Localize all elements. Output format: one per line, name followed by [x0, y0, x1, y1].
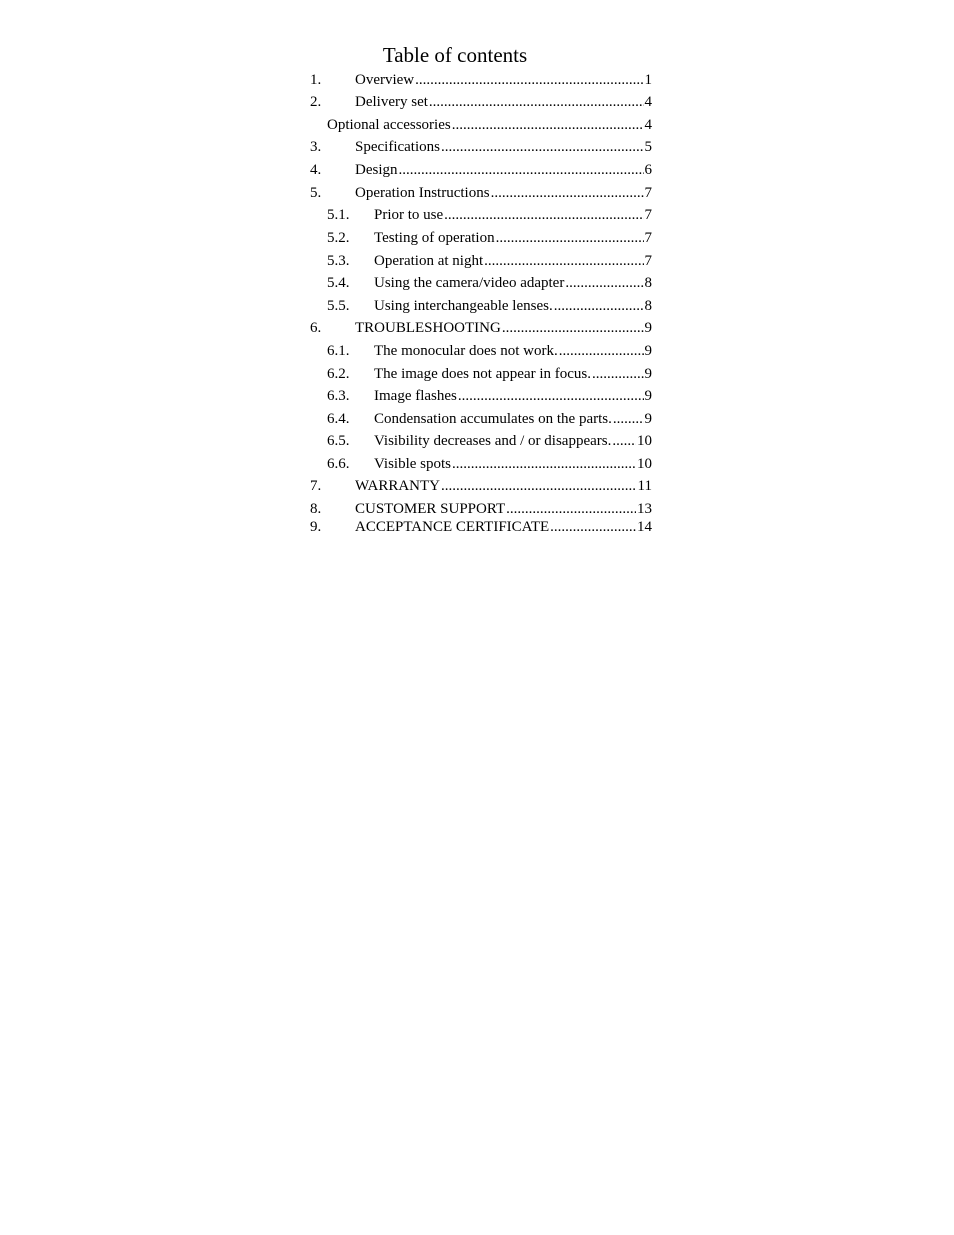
toc-entry-line [355, 70, 652, 90]
toc-entry-page: 9 [644, 343, 652, 359]
toc-entry-label: CUSTOMER SUPPORT [355, 501, 506, 517]
toc-entry-label: The monocular does not work. [374, 343, 558, 359]
dot-leader [612, 431, 636, 451]
toc-entry-line [355, 476, 652, 496]
toc-entry[interactable] [310, 115, 652, 135]
toc-entry-label: Operation at night [374, 253, 484, 269]
toc-entry-number: 5. [310, 185, 322, 201]
toc-entry[interactable] [310, 386, 652, 406]
toc-entry-number: 5.5. [327, 298, 350, 314]
toc-entry-line [374, 273, 652, 293]
dot-leader [506, 499, 636, 519]
dot-leader [441, 137, 644, 157]
toc-entry-label: Using interchangeable lenses. [374, 298, 553, 314]
toc-entry-page: 10 [637, 433, 652, 449]
toc-entry[interactable] [310, 92, 652, 112]
dot-leader [452, 115, 644, 135]
toc-entry-line [355, 499, 652, 519]
toc-entry-line [355, 517, 652, 537]
toc-entry-page: 7 [644, 207, 652, 223]
toc-entry[interactable] [310, 205, 652, 225]
toc-entry-label: Condensation accumulates on the parts. [374, 411, 612, 427]
toc-entry[interactable] [310, 517, 652, 537]
toc-entry-label: Prior to use [374, 207, 444, 223]
toc-entry-number: 7. [310, 478, 322, 494]
toc-entry-number: 6.6. [327, 456, 350, 472]
toc-entry-line [374, 341, 652, 361]
toc-entry-label: Visibility decreases and / or disappears. [374, 433, 612, 449]
toc-entry-line [355, 160, 652, 180]
dot-leader [502, 318, 644, 338]
toc-entry-line [374, 386, 652, 406]
toc-entry-number: 4. [310, 162, 322, 178]
toc-entry[interactable] [310, 364, 652, 384]
toc-entry-label: Visible spots [374, 456, 452, 472]
toc-entry-label: The image does not appear in focus. [374, 366, 592, 382]
toc-entry-number: 3. [310, 139, 322, 155]
toc-entry-page: 8 [644, 275, 652, 291]
toc-entry[interactable] [310, 431, 652, 451]
toc-entry-number: 6.4. [327, 411, 350, 427]
toc-entry-page: 10 [637, 456, 652, 472]
dot-leader [491, 183, 644, 203]
toc-entry-label: Overview [355, 72, 415, 88]
toc-entry-label: Specifications [355, 139, 440, 155]
dot-leader [444, 205, 643, 225]
dot-leader [592, 364, 643, 384]
toc-entry-line [355, 92, 652, 112]
toc-entry-page: 7 [644, 253, 652, 269]
toc-entry-page: 9 [644, 411, 652, 427]
toc-entry[interactable] [310, 137, 652, 157]
toc-entry-page: 9 [644, 320, 652, 336]
toc-entry-label: Operation Instructions [355, 185, 490, 201]
toc-title: Table of contents [382, 43, 528, 67]
dot-leader [415, 70, 643, 90]
toc-entry-number: 5.2. [327, 230, 350, 246]
dot-leader [550, 517, 636, 537]
toc-entry-page: 14 [637, 519, 652, 535]
dot-leader [458, 386, 644, 406]
toc-entry-number: 6.1. [327, 343, 350, 359]
toc-entry-line [327, 115, 652, 135]
toc-entry-page: 4 [644, 94, 652, 110]
dot-leader [613, 409, 644, 429]
dot-leader [441, 476, 637, 496]
toc-entry-label: Using the camera/video adapter [374, 275, 565, 291]
toc-entry-line [374, 409, 652, 429]
dot-leader [484, 251, 643, 271]
toc-entry-number: 6.5. [327, 433, 350, 449]
toc-entry[interactable] [310, 160, 652, 180]
toc-entry-page: 7 [644, 185, 652, 201]
toc-entry-number: 6. [310, 320, 322, 336]
toc-entry-page: 1 [644, 72, 652, 88]
dot-leader [452, 454, 636, 474]
toc-entry-line [374, 251, 652, 271]
toc-entry-line [374, 228, 652, 248]
toc-entry-label: Testing of operation [374, 230, 495, 246]
toc-entry-page: 9 [644, 388, 652, 404]
toc-entry-number: 2. [310, 94, 322, 110]
toc-entry-line [355, 137, 652, 157]
toc-entry-label: Optional accessories [327, 117, 451, 133]
toc-entry[interactable] [310, 318, 652, 338]
toc-entry-line [374, 364, 652, 384]
toc-entry-label: WARRANTY [355, 478, 440, 494]
toc-entry-line [374, 454, 652, 474]
toc-entry-number: 9. [310, 519, 322, 535]
toc-entry-label: Delivery set [355, 94, 428, 110]
toc-entry-line [355, 318, 652, 338]
toc-entry-number: 6.2. [327, 366, 350, 382]
toc-entry-page: 7 [644, 230, 652, 246]
toc-entry[interactable] [310, 454, 652, 474]
toc-entry-page: 6 [644, 162, 652, 178]
toc-entry-label: Design [355, 162, 398, 178]
toc-entry-label: TROUBLESHOOTING [355, 320, 501, 336]
toc-entry-number: 6.3. [327, 388, 350, 404]
toc-entry[interactable] [310, 476, 652, 496]
toc-entry[interactable] [310, 251, 652, 271]
toc-entry[interactable] [310, 296, 652, 316]
toc-entry-number: 8. [310, 501, 322, 517]
dot-leader [429, 92, 644, 112]
dot-leader [399, 160, 644, 180]
toc-entry-page: 8 [644, 298, 652, 314]
toc-entry-label: Image flashes [374, 388, 457, 404]
toc-entry-line [355, 183, 652, 203]
toc-entry[interactable] [310, 273, 652, 293]
toc-entry-label: ACCEPTANCE CERTIFICATE [355, 519, 550, 535]
dot-leader [565, 273, 643, 293]
toc-entry[interactable] [310, 228, 652, 248]
toc-entry-line [374, 431, 652, 451]
toc-entry-page: 13 [637, 501, 652, 517]
toc-entry[interactable] [310, 341, 652, 361]
toc-entry-number: 5.1. [327, 207, 350, 223]
toc-entry-number: 5.3. [327, 253, 350, 269]
toc-entry-number: 5.4. [327, 275, 350, 291]
dot-leader [496, 228, 644, 248]
toc-entry[interactable] [310, 183, 652, 203]
toc-entry-line [374, 296, 652, 316]
toc-entry-number: 1. [310, 72, 322, 88]
toc-entry[interactable] [310, 70, 652, 90]
toc-entry-page: 5 [644, 139, 652, 155]
toc-entry[interactable] [310, 499, 652, 519]
toc-entry[interactable] [310, 409, 652, 429]
toc-entry-page: 11 [637, 478, 652, 494]
dot-leader [554, 296, 644, 316]
toc-entry-page: 4 [644, 117, 652, 133]
toc-entry-page: 9 [644, 366, 652, 382]
toc-entry-line [374, 205, 652, 225]
dot-leader [559, 341, 644, 361]
